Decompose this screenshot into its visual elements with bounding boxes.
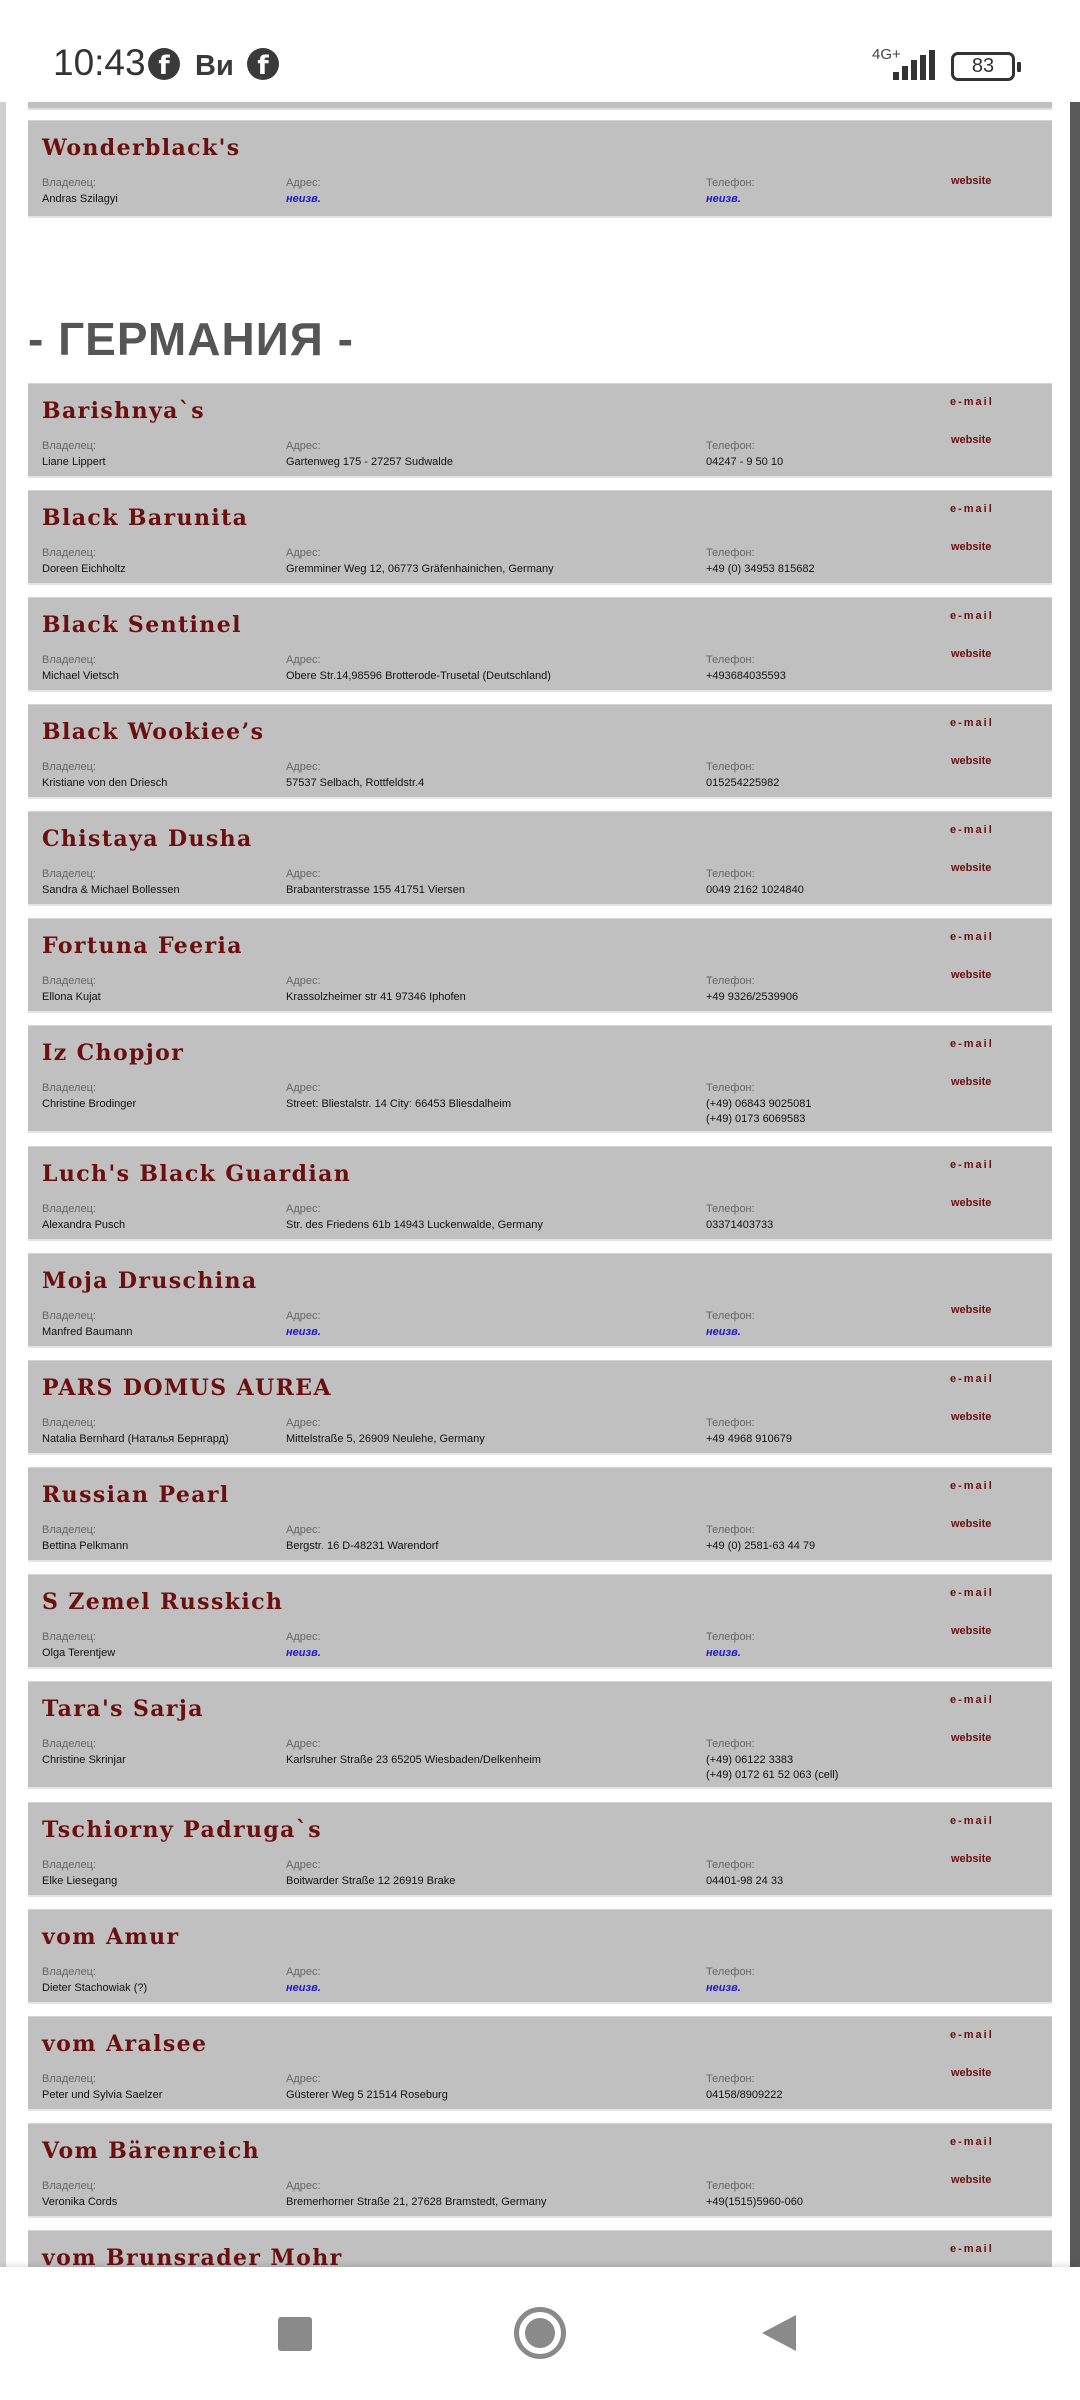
email-link[interactable]: e-mail — [950, 1159, 994, 1171]
phone-line: +49 4968 910679 — [706, 1433, 792, 1445]
address-value: Brabanterstrasse 155 41751 Viersen — [286, 884, 465, 896]
email-link[interactable]: e-mail — [950, 2029, 994, 2041]
kennel-name[interactable]: Barishnya`s — [42, 398, 205, 424]
address-value: Karlsruher Straße 23 65205 Wiesbaden/Delkenheim — [286, 1754, 541, 1766]
owner-label: Владелец: — [42, 1738, 96, 1750]
email-link[interactable]: e-mail — [950, 1480, 994, 1492]
phone-value — [706, 562, 815, 577]
navigation-bar — [0, 2267, 1080, 2400]
kennel-card — [28, 1574, 1052, 1669]
phone-label: Телефон: — [706, 1859, 755, 1871]
website-link[interactable]: website — [951, 969, 992, 981]
phone-value — [706, 883, 804, 898]
owner-value: Manfred Baumann — [42, 1326, 133, 1338]
owner-value: Bettina Pelkmann — [42, 1540, 129, 1552]
phone-value — [706, 1218, 773, 1233]
kennel-card — [28, 1253, 1052, 1348]
kennel-card — [28, 490, 1052, 585]
owner-value: Kristiane von den Driesch — [42, 777, 168, 789]
address-label: Адрес: — [286, 177, 321, 189]
recent-apps-button[interactable] — [278, 2317, 312, 2351]
phone-line: +49 9326/2539906 — [706, 991, 799, 1003]
owner-value: Alexandra Pusch — [42, 1219, 126, 1231]
phone-label: Телефон: — [706, 2180, 755, 2192]
email-link[interactable]: e-mail — [950, 1815, 994, 1827]
email-link[interactable]: e-mail — [950, 1038, 994, 1050]
address-value: Gartenweg 175 - 27257 Sudwalde — [286, 456, 453, 468]
kennel-name[interactable]: S Zemel Russkich — [42, 1589, 284, 1615]
address-label: Адрес: — [286, 1310, 321, 1322]
status-bar — [0, 0, 1080, 102]
owner-label: Владелец: — [42, 1966, 96, 1978]
owner-value: Christine Brodinger — [42, 1098, 137, 1110]
back-button[interactable] — [762, 2315, 796, 2351]
owner-label: Владелец: — [42, 2073, 96, 2085]
website-link[interactable]: website — [951, 541, 992, 553]
address-label: Адрес: — [286, 1738, 321, 1750]
phone-label: Телефон: — [706, 177, 755, 189]
facebook-icon: f — [148, 48, 180, 80]
phone-line: неизв. — [706, 1647, 741, 1659]
phone-label: Телефон: — [706, 1203, 755, 1215]
battery-icon: 83 — [951, 52, 1015, 81]
phone-value — [706, 1097, 812, 1127]
email-link[interactable]: e-mail — [950, 610, 994, 622]
owner-value: Christine Skrinjar — [42, 1754, 126, 1766]
kennel-name[interactable]: vom Amur — [42, 1924, 180, 1950]
website-link[interactable]: website — [951, 1853, 992, 1865]
address-label: Адрес: — [286, 868, 321, 880]
phone-label: Телефон: — [706, 761, 755, 773]
website-link[interactable]: website — [951, 648, 992, 660]
phone-label: Телефон: — [706, 547, 755, 559]
address-value: неизв. — [286, 193, 321, 205]
address-value: 57537 Selbach, Rottfeldstr.4 — [286, 777, 425, 789]
kennel-card — [28, 1146, 1052, 1241]
owner-label: Владелец: — [42, 440, 96, 452]
owner-value: Ellona Kujat — [42, 991, 101, 1003]
email-link[interactable]: e-mail — [950, 503, 994, 515]
phone-label: Телефон: — [706, 1631, 755, 1643]
phone-value — [706, 1981, 741, 1996]
kennel-name[interactable]: Vom Bärenreich — [42, 2138, 261, 2164]
status-time: 10:43 — [53, 42, 146, 83]
phone-value — [706, 1753, 838, 1783]
kennel-card — [28, 1360, 1052, 1455]
address-label: Адрес: — [286, 2180, 321, 2192]
website-link[interactable]: website — [951, 862, 992, 874]
phone-value — [706, 669, 786, 684]
email-link[interactable]: e-mail — [950, 931, 994, 943]
owner-label: Владелец: — [42, 868, 96, 880]
phone-line: +493684035593 — [706, 670, 786, 682]
kennel-card — [28, 2016, 1052, 2111]
owner-label: Владелец: — [42, 975, 96, 987]
address-value: Bergstr. 16 D-48231 Warendorf — [286, 1540, 439, 1552]
phone-line: (+49) 0172 61 52 063 (cell) — [706, 1769, 839, 1781]
owner-value: Olga Terentjew — [42, 1647, 116, 1659]
address-value: Gremminer Weg 12, 06773 Gräfenhainichen, Germany — [286, 563, 554, 575]
page-left-border — [0, 102, 6, 2267]
website-link[interactable]: website — [951, 1411, 992, 1423]
kennel-name[interactable]: PARS DOMUS AUREA — [42, 1375, 332, 1401]
owner-value: Dieter Stachowiak (?) — [42, 1982, 148, 1994]
owner-value: Elke Liesegang — [42, 1875, 118, 1887]
kennel-name[interactable]: Black Barunita — [42, 505, 249, 531]
owner-label: Владелец: — [42, 2180, 96, 2192]
kennel-card — [28, 1909, 1052, 2004]
email-link[interactable]: e-mail — [950, 2243, 994, 2255]
kennel-name[interactable]: Black Wookiee’s — [42, 719, 265, 745]
website-link[interactable]: website — [951, 1732, 992, 1744]
email-link[interactable]: e-mail — [950, 1694, 994, 1706]
home-button[interactable] — [514, 2307, 566, 2359]
address-label: Адрес: — [286, 1203, 321, 1215]
section-title: - ГЕРМАНИЯ - — [28, 313, 354, 365]
website-link[interactable]: website — [951, 1518, 992, 1530]
address-label: Адрес: — [286, 1417, 321, 1429]
address-label: Адрес: — [286, 1966, 321, 1978]
kennel-card — [28, 1681, 1052, 1789]
email-link[interactable]: e-mail — [950, 1587, 994, 1599]
kennel-name[interactable]: Luch's Black Guardian — [42, 1161, 352, 1187]
phone-line: (+49) 06843 9025081 — [706, 1098, 812, 1110]
owner-label: Владелец: — [42, 654, 96, 666]
address-value: Boitwarder Straße 12 26919 Brake — [286, 1875, 456, 1887]
address-value: Street: Bliestalstr. 14 City: 66453 Bliesdalheim — [286, 1098, 512, 1110]
kennel-card — [28, 1467, 1052, 1562]
phone-label: Телефон: — [706, 1310, 755, 1322]
phone-line: 04158/8909222 — [706, 2089, 783, 2101]
website-link[interactable]: website — [951, 1625, 992, 1637]
kennel-card — [28, 704, 1052, 799]
phone-label: Телефон: — [706, 1738, 755, 1750]
phone-line: 0049 2162 1024840 — [706, 884, 804, 896]
phone-line: 03371403733 — [706, 1219, 774, 1231]
phone-value: неизв. — [706, 193, 741, 205]
email-link[interactable]: e-mail — [950, 1373, 994, 1385]
phone-line: 04247 - 9 50 10 — [706, 456, 784, 468]
owner-label: Владелец: — [42, 177, 96, 189]
address-value: Krassolzheimer str 41 97346 Iphofen — [286, 991, 466, 1003]
address-label: Адрес: — [286, 975, 321, 987]
owner-label: Владелец: — [42, 547, 96, 559]
address-label: Адрес: — [286, 654, 321, 666]
owner-label: Владелец: — [42, 1524, 96, 1536]
kennel-name[interactable]: Fortuna Feeria — [42, 933, 243, 959]
email-link[interactable]: e-mail — [950, 824, 994, 836]
address-label: Адрес: — [286, 547, 321, 559]
vk-notification-icon: Ви — [195, 50, 234, 82]
phone-line: (+49) 0173 6069583 — [706, 1113, 806, 1125]
kennel-card — [28, 597, 1052, 692]
website-link[interactable]: website — [951, 2174, 992, 2186]
kennel-name[interactable]: vom Brunsrader Mohr — [42, 2245, 343, 2267]
phone-value — [706, 1646, 741, 1661]
address-value: неизв. — [286, 1326, 321, 1338]
network-type: 4G+ — [872, 46, 901, 63]
phone-value — [706, 1325, 741, 1340]
kennel-card — [28, 918, 1052, 1013]
phone-line: неизв. — [706, 1982, 741, 1994]
owner-label: Владелец: — [42, 1082, 96, 1094]
address-label: Адрес: — [286, 2073, 321, 2085]
phone-value — [706, 455, 783, 470]
address-label: Адрес: — [286, 1082, 321, 1094]
phone-value — [706, 1539, 815, 1554]
website-link[interactable]: website — [951, 1304, 992, 1316]
phone-line: 04401-98 24 33 — [706, 1875, 784, 1887]
website-link[interactable]: website — [951, 434, 992, 446]
page-content[interactable] — [0, 102, 1080, 2267]
address-value: Güsterer Weg 5 21514 Roseburg — [286, 2089, 448, 2101]
phone-line: неизв. — [706, 1326, 741, 1338]
phone-value — [706, 1432, 792, 1447]
owner-label: Владелец: — [42, 1859, 96, 1871]
signal-icon — [893, 50, 937, 80]
phone-label: Телефон: — [706, 1082, 755, 1094]
owner-label: Владелец: — [42, 1203, 96, 1215]
phone-label: Телефон: — [706, 440, 755, 452]
owner-value: Liane Lippert — [42, 456, 106, 468]
kennel-name[interactable]: Tschiorny Padruga`s — [42, 1817, 322, 1843]
address-value: Bremerhorner Straße 21, 27628 Bramstedt, Germany — [286, 2196, 547, 2208]
phone-value — [706, 1874, 783, 1889]
kennel-name[interactable]: Iz Chopjor — [42, 1040, 185, 1066]
kennel-card — [28, 2230, 1052, 2267]
phone-value — [706, 2195, 803, 2210]
website-link[interactable]: website — [951, 1076, 992, 1088]
kennel-card — [28, 1802, 1052, 1897]
address-value: Mittelstraße 5, 26909 Neulehe, Germany — [286, 1433, 485, 1445]
phone-line: +49 (0) 2581-63 44 79 — [706, 1540, 816, 1552]
kennel-card — [28, 1025, 1052, 1133]
owner-value: Natalia Bernhard (Наталья Бернгард) — [42, 1433, 229, 1445]
phone-line: (+49) 06122 3383 — [706, 1754, 794, 1766]
owner-label: Владелец: — [42, 761, 96, 773]
kennel-name[interactable]: Russian Pearl — [42, 1482, 230, 1508]
phone-line: +49(1515)5960-060 — [706, 2196, 803, 2208]
address-label: Адрес: — [286, 1859, 321, 1871]
owner-value: Peter und Sylvia Saelzer — [42, 2089, 163, 2101]
kennel-name[interactable]: Black Sentinel — [42, 612, 242, 638]
website-link[interactable]: website — [951, 755, 992, 767]
scrollbar[interactable] — [1070, 102, 1080, 2267]
phone-label: Телефон: — [706, 1966, 755, 1978]
address-label: Адрес: — [286, 761, 321, 773]
address-label: Адрес: — [286, 440, 321, 452]
website-link[interactable]: website — [951, 1197, 992, 1209]
owner-value: Sandra & Michael Bollessen — [42, 884, 180, 896]
address-value: Str. des Friedens 61b 14943 Luckenwalde, Germany — [286, 1219, 543, 1231]
phone-label: Телефон: — [706, 975, 755, 987]
kennel-card — [28, 120, 1052, 218]
facebook-icon: f — [247, 48, 279, 80]
phone-value — [706, 990, 798, 1005]
phone-value — [706, 776, 779, 791]
address-value: неизв. — [286, 1647, 321, 1659]
address-label: Адрес: — [286, 1631, 321, 1643]
kennel-card — [28, 383, 1052, 478]
phone-line: 015254225982 — [706, 777, 780, 789]
phone-label: Телефон: — [706, 1524, 755, 1536]
address-label: Адрес: — [286, 1524, 321, 1536]
kennel-card — [28, 2123, 1052, 2218]
kennel-name[interactable]: Moja Druschina — [42, 1268, 258, 1294]
email-link[interactable]: e-mail — [950, 2136, 994, 2148]
phone-label: Телефон: — [706, 2073, 755, 2085]
owner-value: Doreen Eichholtz — [42, 563, 126, 575]
phone-label: Телефон: — [706, 868, 755, 880]
phone-value — [706, 2088, 782, 2103]
email-link[interactable]: e-mail — [950, 396, 994, 408]
owner-label: Владелец: — [42, 1417, 96, 1429]
owner-label: Владелец: — [42, 1310, 96, 1322]
owner-value: Andras Szilagyi — [42, 193, 118, 205]
phone-label: Телефон: — [706, 654, 755, 666]
address-value: Obere Str.14,98596 Brotterode-Trusetal (Deutschland) — [286, 670, 551, 682]
kennel-name[interactable]: Tara's Sarja — [42, 1696, 204, 1722]
kennel-name[interactable]: Wonderblack's — [42, 135, 241, 161]
phone-label: Телефон: — [706, 1417, 755, 1429]
kennel-name[interactable]: vom Aralsee — [42, 2031, 208, 2057]
owner-value: Michael Vietsch — [42, 670, 119, 682]
owner-label: Владелец: — [42, 1631, 96, 1643]
address-value: неизв. — [286, 1982, 321, 1994]
owner-value: Veronika Cords — [42, 2196, 118, 2208]
kennel-card — [28, 811, 1052, 906]
phone-line: +49 (0) 34953 815682 — [706, 563, 815, 575]
kennel-name[interactable]: Chistaya Dusha — [42, 826, 253, 852]
website-link[interactable]: website — [951, 175, 992, 187]
website-link[interactable]: website — [951, 2067, 992, 2079]
previous-card-edge — [28, 102, 1052, 110]
email-link[interactable]: e-mail — [950, 717, 994, 729]
